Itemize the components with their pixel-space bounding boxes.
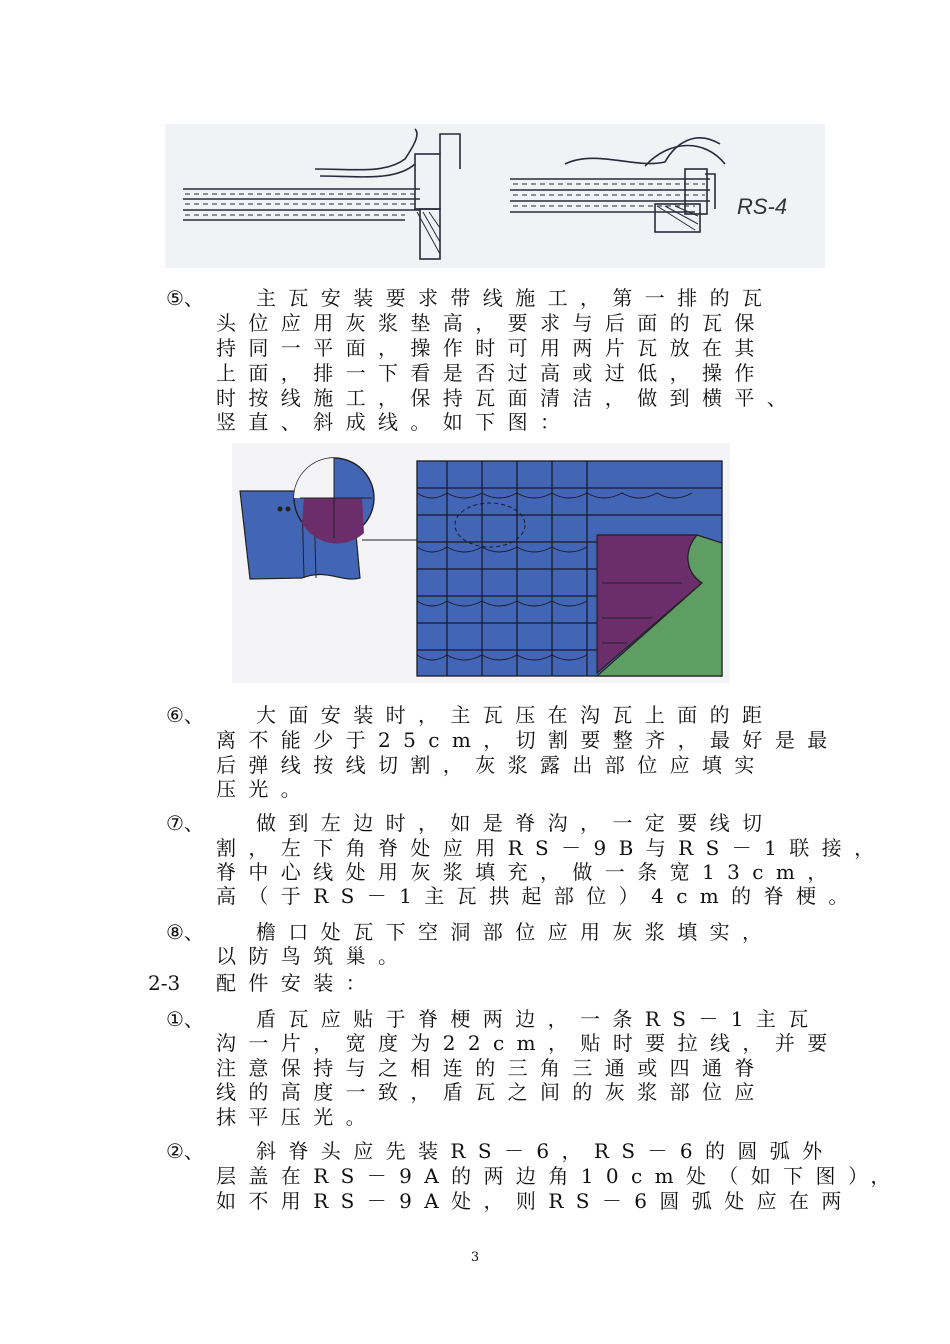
item-marker: ①、 — [166, 1007, 204, 1031]
text-line: 注意保持与之相连的三角三通或四通脊 — [216, 1056, 767, 1080]
text-line: 竖直、斜成线。如下图： — [216, 410, 573, 434]
text-line: 如不用RS－9A处，则RS－6圆弧处应在两 — [216, 1189, 854, 1213]
figure-label-rs4: RS-4 — [737, 194, 788, 219]
text-line: 层盖在RS－9A的两边角10cm处（如下图）， — [216, 1164, 903, 1188]
text-line: 离不能少于25cm，切割要整齐，最好是最 — [216, 728, 840, 752]
text-line: 大面安装时，主瓦压在沟瓦上面的距 — [256, 703, 775, 727]
text-line: 高（于RS－1主瓦拱起部位）4cm的脊梗。 — [216, 884, 861, 908]
text-line: 以防鸟筑巢。 — [216, 944, 411, 968]
text-line: 檐口处瓦下空洞部位应用灰浆填实， — [256, 920, 775, 944]
text-line: 主瓦安装要求带线施工，第一排的瓦 — [256, 286, 775, 310]
item-marker: ②、 — [166, 1139, 204, 1163]
text-line: 脊中心线处用灰浆填充，做一条宽13cm， — [216, 860, 840, 884]
text-line: 后弹线按线切割，灰浆露出部位应填实 — [216, 753, 767, 777]
text-line: 做到左边时，如是脊沟，一定要线切 — [256, 811, 775, 835]
text-line: 上面，排一下看是否过高或过低，操作 — [216, 361, 767, 385]
text-line: 时按线施工，保持瓦面清洁，做到横平、 — [216, 386, 800, 410]
section-title: 配件安装： — [216, 971, 378, 995]
text-line: 线的高度一致，盾瓦之间的灰浆部位应 — [216, 1080, 767, 1104]
text-line: 斜脊头应先装RS－6，RS－6的圆弧外 — [256, 1139, 835, 1163]
section-number: 2-3 — [148, 971, 181, 995]
text-line: 压光。 — [216, 777, 314, 801]
page-number: 3 — [470, 1250, 480, 1265]
item-marker: ⑤、 — [166, 286, 204, 310]
item-marker: ⑥、 — [166, 703, 204, 727]
text-line: 割，左下角脊处应用RS－9B与RS－1联接， — [216, 836, 887, 860]
text-line: 盾瓦应贴于脊梗两边，一条RS－1主瓦 — [256, 1007, 821, 1031]
roof-section-drawing — [165, 124, 825, 268]
text-line: 抹平压光。 — [216, 1105, 378, 1129]
tile-installation-figure — [232, 443, 730, 683]
item-marker: ⑦、 — [166, 811, 204, 835]
item-marker: ⑧、 — [166, 920, 204, 944]
text-line: 头位应用灰浆垫高，要求与后面的瓦保 — [216, 311, 767, 335]
text-line: 持同一平面，操作时可用两片瓦放在其 — [216, 336, 767, 360]
text-line: 沟一片，宽度为22cm，贴时要拉线，并要 — [216, 1031, 840, 1055]
